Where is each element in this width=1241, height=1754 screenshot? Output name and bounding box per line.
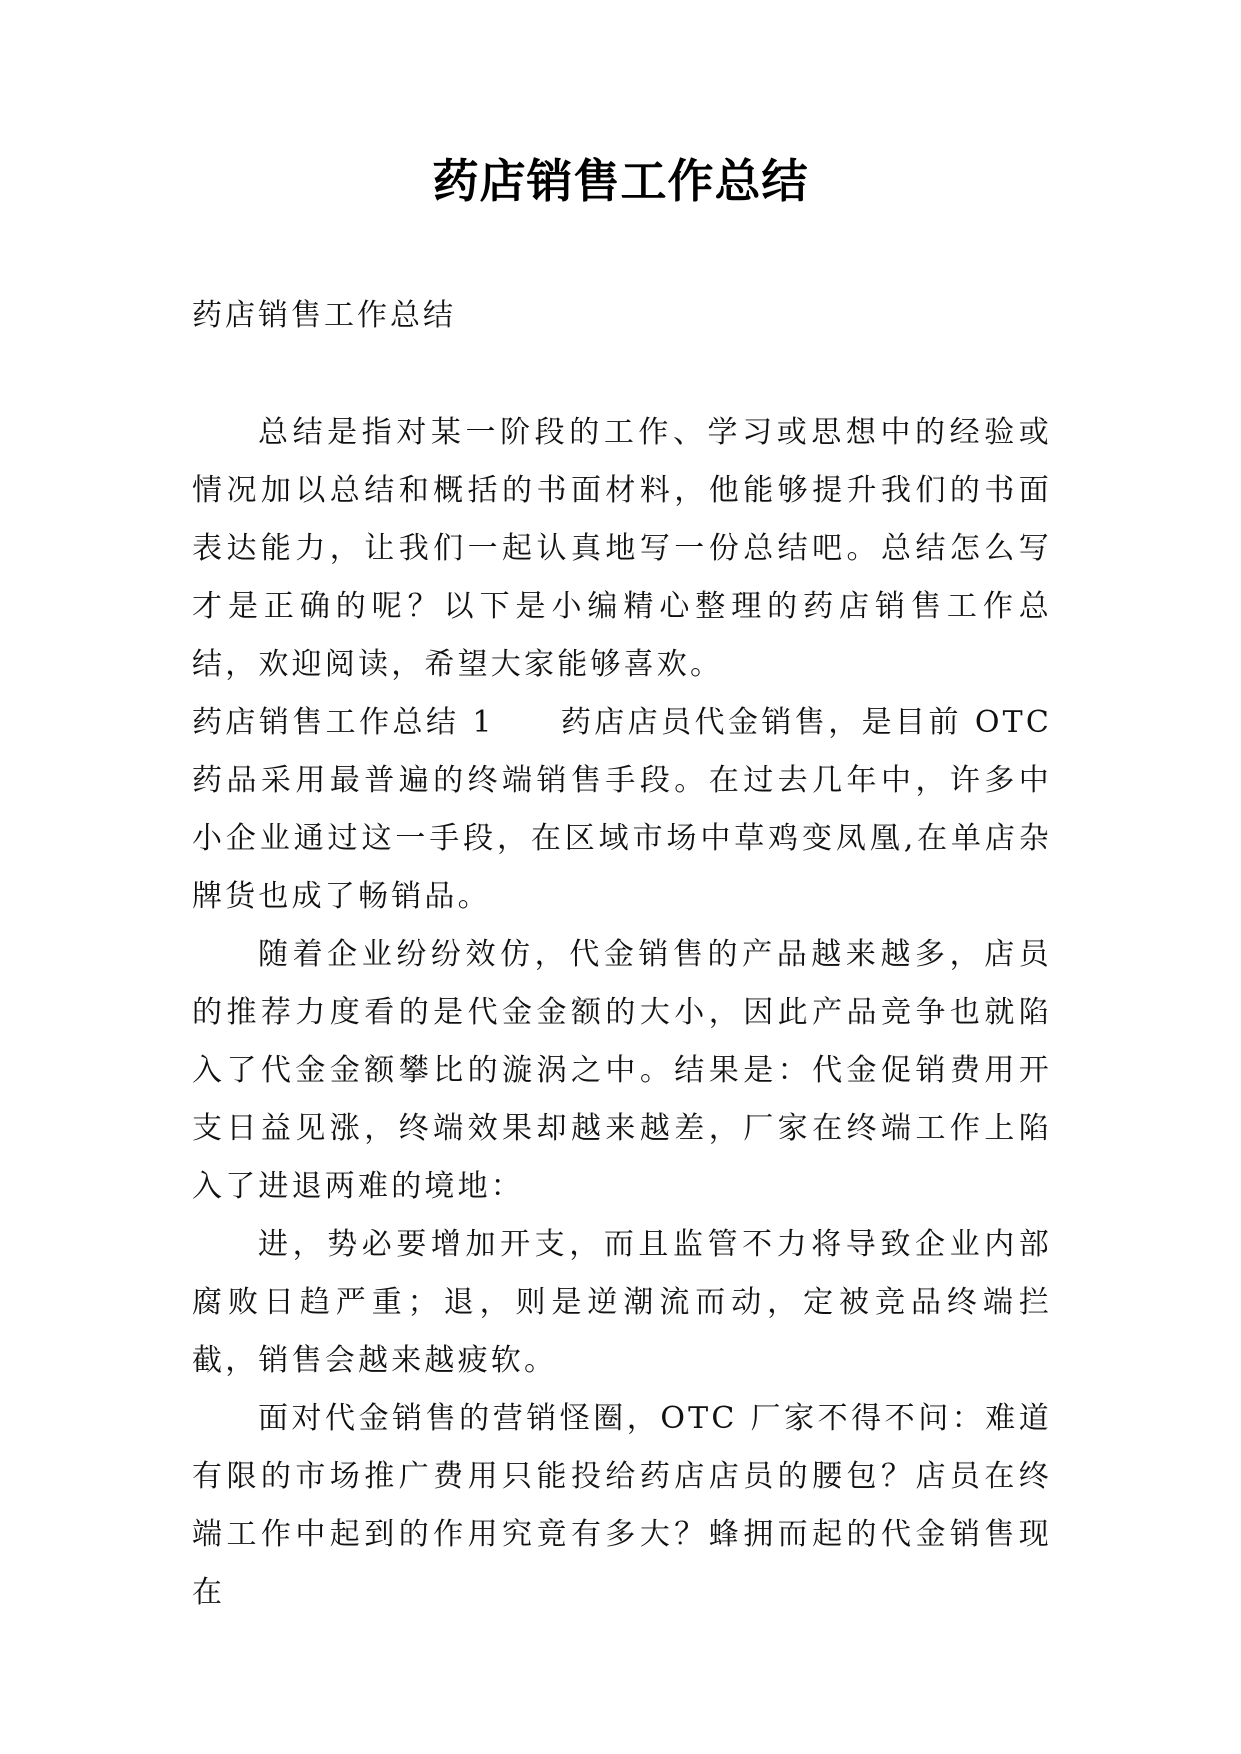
section-1-heading: 药店销售工作总结 1 bbox=[192, 705, 495, 740]
body-paragraph-4: 面对代金销售的营销怪圈，OTC 厂家不得不问：难道有限的市场推广费用只能投给药店店员的腰包？店员在终端工作中起到的作用究竟有多大？蜂拥而起的代金销售现在 bbox=[192, 1401, 1052, 1610]
body-paragraph-3: 进，势必要增加开支，而且监管不力将导致企业内部腐败日趋严重；退，则是逆潮流而动，定被竞品终端拦截，销售会越来越疲软。 bbox=[192, 1227, 1052, 1378]
section-1-text: 药店店员代金销售，是目前 OTC 药品采用最普遍的终端销售手段。在过去几年中，许多中小企业通过这一手段，在区域市场中草鸡变凤凰,在单店杂牌货也成了畅销品。 bbox=[192, 705, 1053, 914]
document-subtitle: 药店销售工作总结 bbox=[192, 298, 456, 333]
document-body bbox=[192, 404, 1052, 1622]
body-paragraph-2: 随着企业纷纷效仿，代金销售的产品越来越多，店员的推荐力度看的是代金金额的大小，因此产品竞争也就陷入了代金金额攀比的漩涡之中。结果是：代金促销费用开支日益见涨，终端效果却越来越差，厂家在终端工作上陷入了进退两难的境地： bbox=[192, 937, 1052, 1204]
document-title: 药店销售工作总结 bbox=[432, 154, 809, 208]
section-1-paragraph bbox=[192, 694, 1052, 926]
intro-paragraph: 总结是指对某一阶段的工作、学习或思想中的经验或情况加以总结和概括的书面材料，他能够提升我们的书面表达能力，让我们一起认真地写一份总结吧。总结怎么写才是正确的呢？以下是小编精心整理的药店销售工作总结，欢迎阅读，希望大家能够喜欢。 bbox=[192, 415, 1052, 682]
